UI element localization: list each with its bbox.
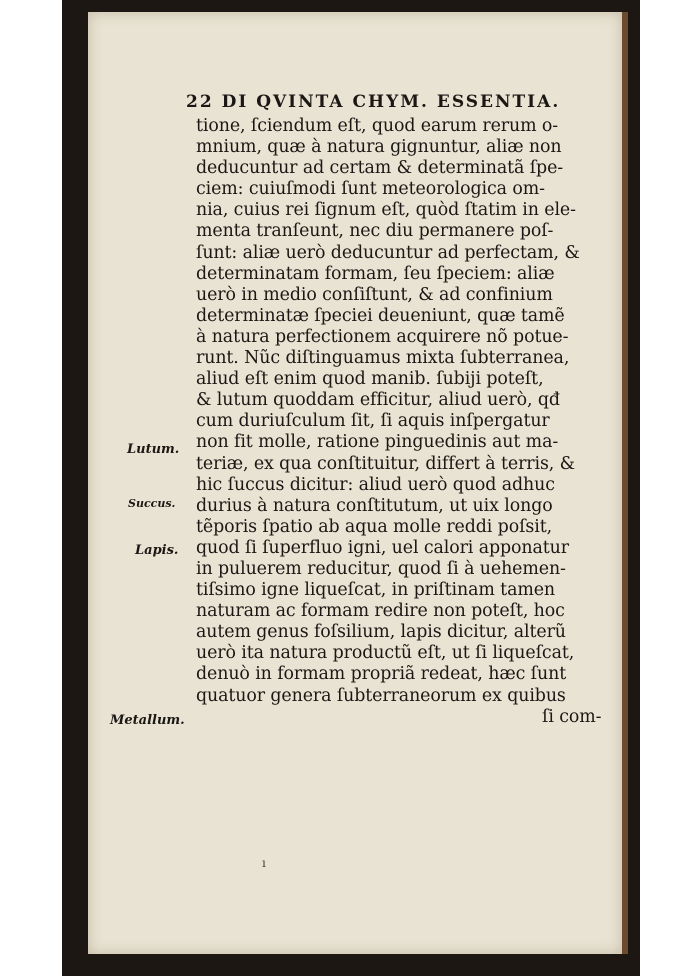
text-line: autem genus foſsilium, lapis dicitur, alterũ <box>196 622 566 643</box>
text-line: menta tranſeunt, nec diu permanere poſ- <box>196 221 554 242</box>
text-line: quod ſi ſuperfluo igni, uel calori apponatur <box>196 537 569 558</box>
text-line: uerò ita natura productũ eſt, ut ſi liqueſcat, <box>196 643 575 664</box>
text-line: uerò in medio conſiſtunt, & ad confinium <box>196 284 553 305</box>
text-line: teriæ, ex qua conſtituitur, differt à terris, & <box>196 453 576 474</box>
text-line: determinatæ ſpeciei deueniunt, quæ tamẽ <box>196 305 565 326</box>
text-line: ſunt: aliæ uerò deducuntur ad perfectam, & <box>196 242 580 263</box>
text-line: denuò in formam propriã redeat, hæc ſunt <box>196 664 567 685</box>
page-body-text <box>196 116 612 728</box>
text-line: à natura perfectionem acquirere nõ potue- <box>196 326 569 347</box>
text-line: ciem: cuiuſmodi ſunt meteorologica om- <box>196 179 545 200</box>
text-line: naturam ac formam redire non poteſt, hoc <box>196 601 565 622</box>
text-line: in puluerem reducitur, quod ſi à uehemen- <box>196 558 566 579</box>
text-line: non fit molle, ratione pinguedinis aut ma- <box>196 432 559 453</box>
text-line: mnium, quæ à natura gignuntur, aliæ non <box>196 137 562 158</box>
running-header: 22 DI QVINTA CHYM. ESSENTIA. <box>186 92 561 112</box>
page-blemish-mark: ı <box>262 856 266 870</box>
text-line: tẽporis ſpatio ab aqua molle reddi poſsit, <box>196 516 553 537</box>
margin-note-metallum: Metallum. <box>110 713 185 728</box>
text-line: deducuntur ad certam & determinatã ſpe- <box>196 158 564 179</box>
text-line: ſi com- <box>542 706 602 727</box>
margin-note-succus: Succus. <box>128 497 176 510</box>
text-line: & lutum quoddam efficitur, aliud uerò, qđ <box>196 390 560 411</box>
text-line: cum duriuſculum ſit, ſi aquis inſpergatur <box>196 411 550 432</box>
margin-note-lutum: Lutum. <box>127 442 180 457</box>
margin-note-lapis: Lapis. <box>135 543 179 558</box>
text-line: durius à natura conſtitutum, ut uix longo <box>196 495 553 516</box>
text-line: hic ſuccus dicitur: aliud uerò quod adhuc <box>196 474 555 495</box>
text-line: tione, ſciendum eſt, quod earum rerum o- <box>196 116 559 136</box>
text-line: quatuor genera ſubterraneorum ex quibus <box>196 685 566 706</box>
text-line: aliud eſt enim quod manib. ſubiji poteſt, <box>196 369 544 390</box>
text-line: tiſsimo igne liqueſcat, in priſtinam tamen <box>196 580 556 601</box>
text-line: runt. Nũc diſtinguamus mixta ſubterranea, <box>196 348 570 369</box>
text-line: determinatam formam, ſeu ſpeciem: aliæ <box>196 263 555 284</box>
text-line: nia, cuius rei ſignum eſt, quòd ſtatim in ele- <box>196 200 576 221</box>
